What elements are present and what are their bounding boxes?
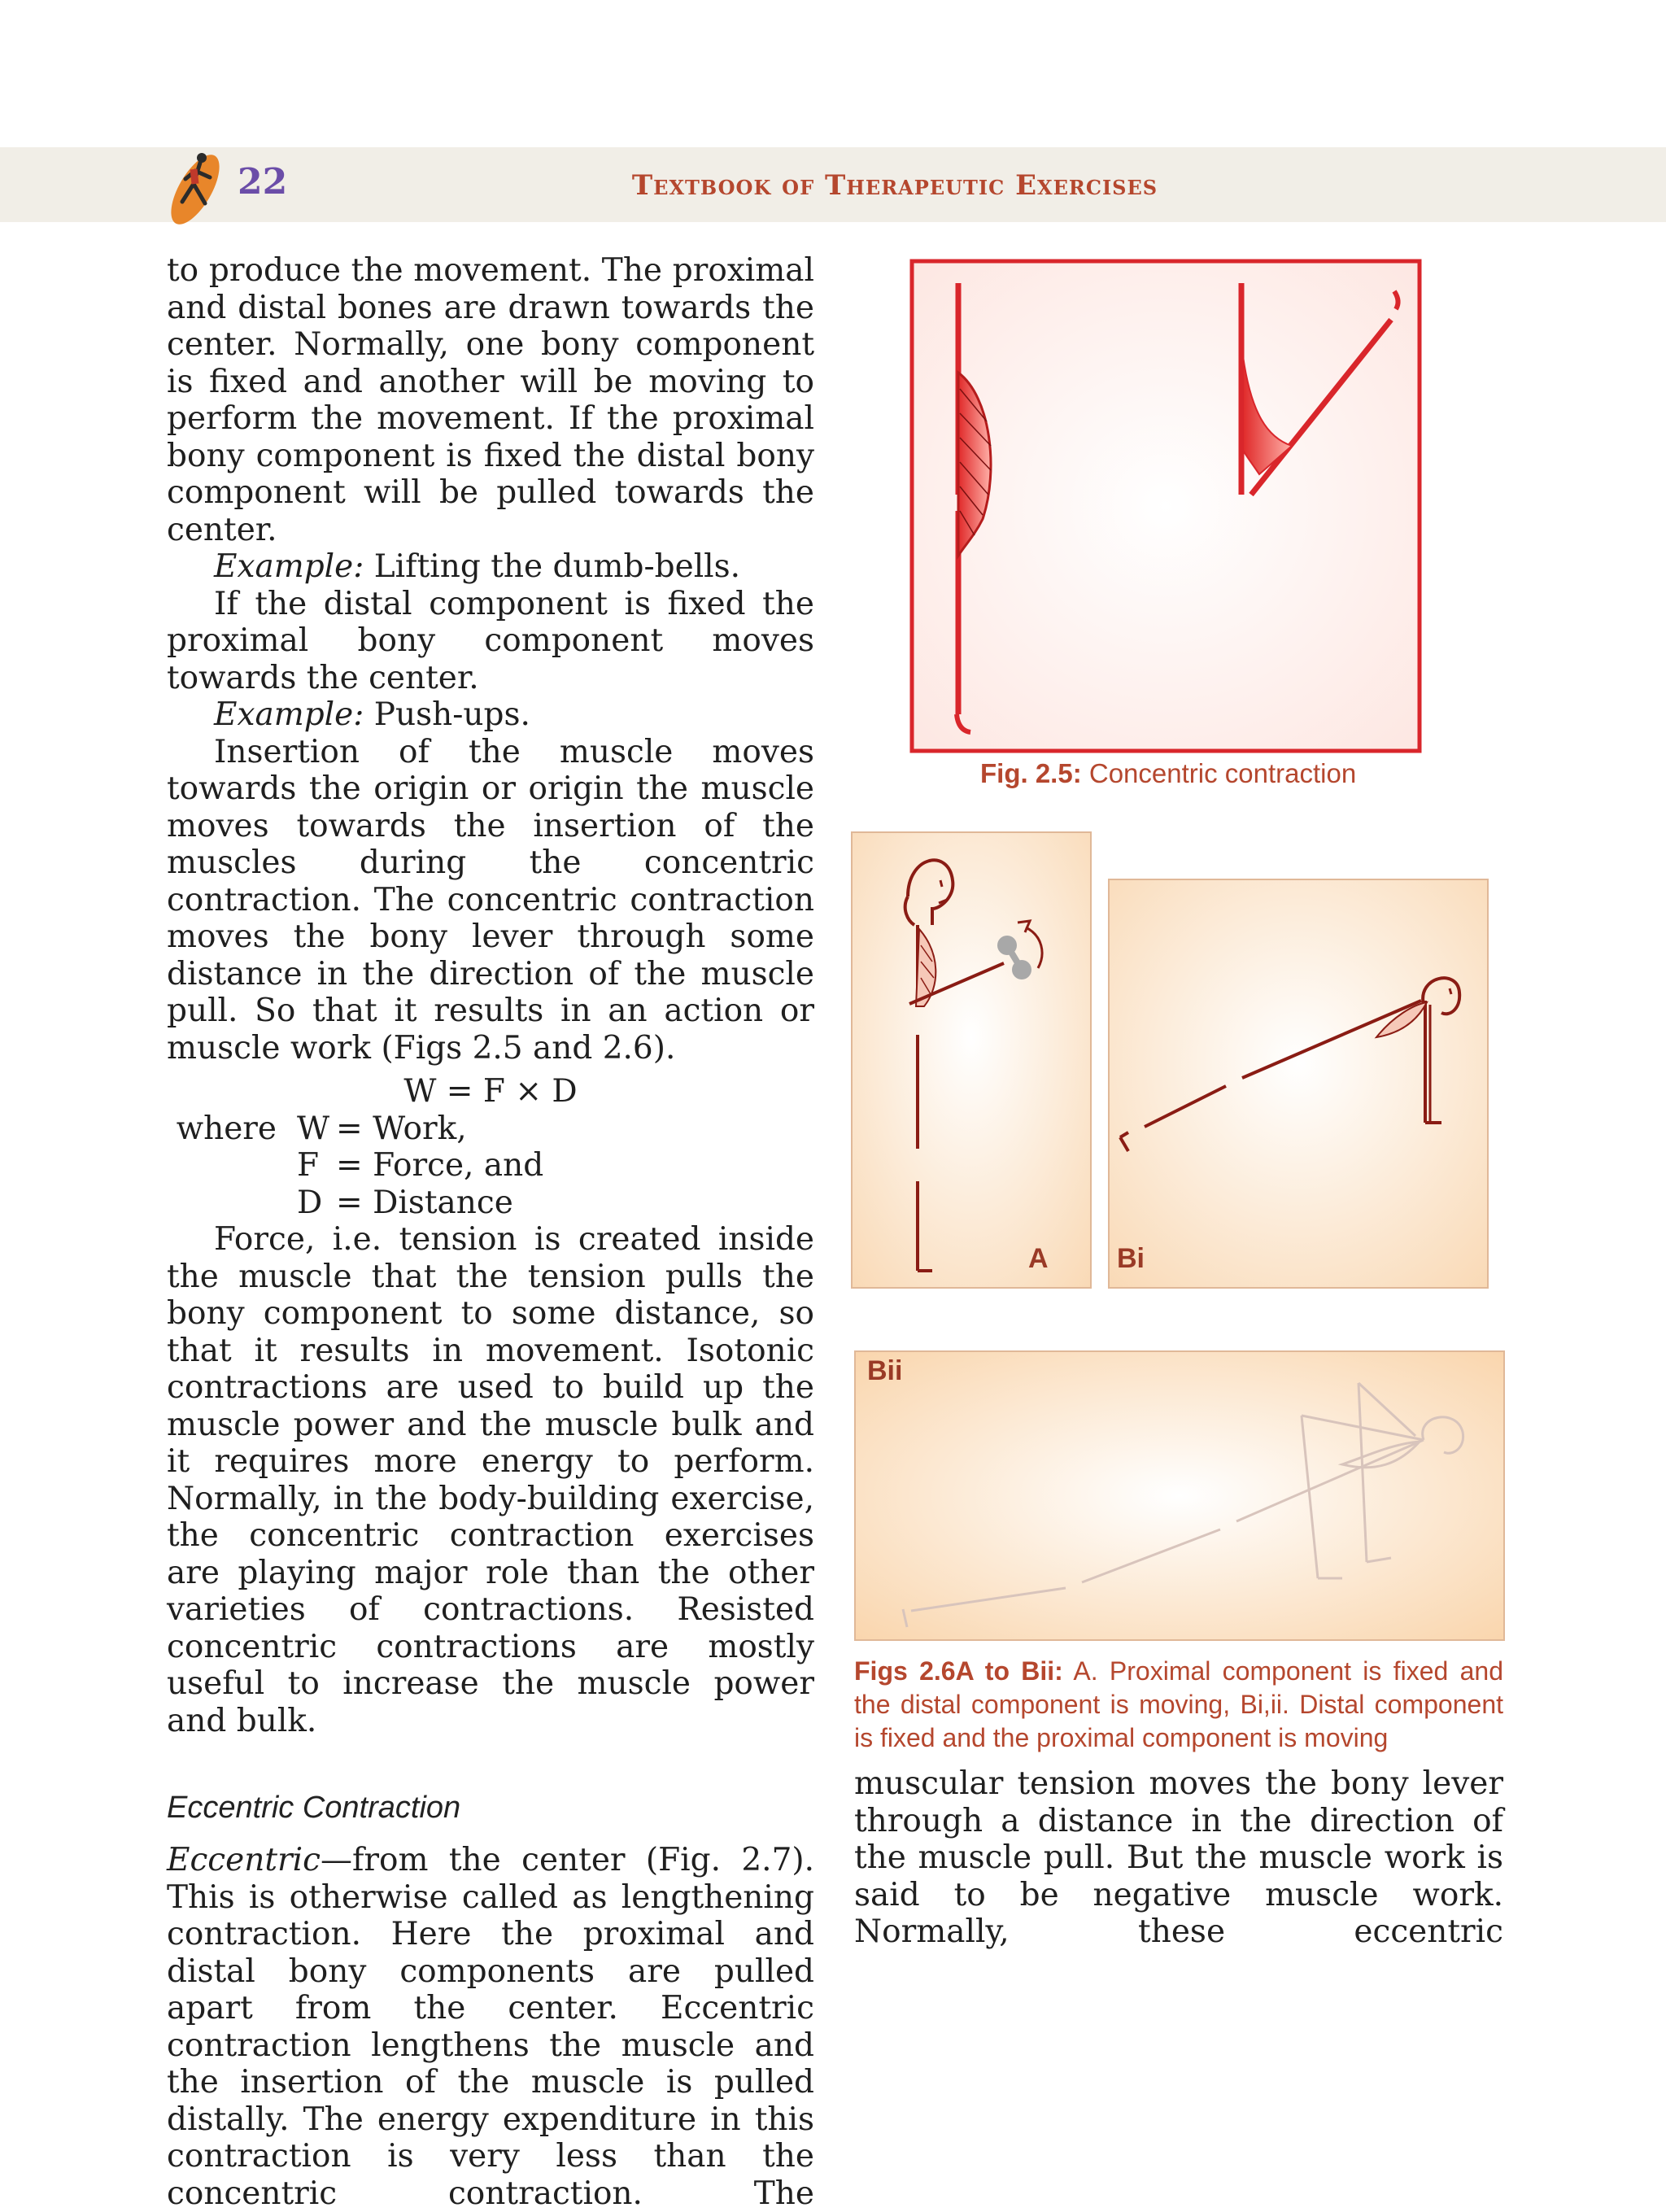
figure-2-6-panel-a [851, 831, 1092, 1289]
panel-label: A [1028, 1243, 1049, 1274]
panel-label: Bii [867, 1355, 903, 1386]
symbol: F [297, 1147, 320, 1184]
paragraph-text: —from the center (Fig. 2.7). This is otherwise called as lengthening contraction. Here the proximal and distal bony components are pulled apart from the center. Eccentric contraction lengthens the muscle and the insertion of the muscle is pulled distally. The energy expenditure in this contraction is very less than the concentric contraction. The [167, 1842, 814, 2212]
formula: W = F × D [403, 1073, 578, 1110]
symbol: W [297, 1110, 330, 1147]
figure-2-6-panel-bii [854, 1350, 1505, 1641]
figure-caption [980, 758, 1356, 789]
right-column [854, 1765, 1503, 1951]
paragraph [167, 1842, 814, 2212]
where-label: where [176, 1110, 277, 1147]
left-column [167, 252, 814, 2212]
caption-label: Figs 2.6A to Bii: [854, 1656, 1063, 1686]
paragraph: muscular tension moves the bony lever through a distance in the direction of the muscle pull. But the muscle work is said to be negative muscle work. Normally, these eccentric [854, 1765, 1503, 1950]
example-label: Example: [214, 548, 364, 585]
example-line [167, 548, 814, 586]
example-line [167, 696, 814, 734]
formula-definition [167, 1147, 814, 1185]
paragraph: If the distal component is fixed the proximal bony component moves towards the center. [167, 585, 814, 696]
symbol: D [297, 1184, 323, 1221]
example-text: Lifting the dumb-bells. [364, 548, 741, 585]
meaning: = Work, [336, 1110, 467, 1147]
caption-text: A. Proximal component is fixed and the distal component is moving, Bi,ii. Distal component is fixed and the proximal component is moving [854, 1656, 1504, 1752]
term-label: Eccentric [167, 1842, 321, 1878]
formula-definition [167, 1185, 814, 1222]
figure-caption [854, 1655, 1503, 1755]
running-head: Textbook of Therapeutic Exercises [631, 169, 1158, 202]
figure-2-5 [909, 259, 1422, 753]
formula-definition [167, 1110, 814, 1148]
paragraph: Force, i.e. tension is created inside the muscle that the tension pulls the bony component to some distance, so that it results in movement. Isotonic contractions are used to build up the muscle power and the muscle bulk and it requires more energy to perform. Normally, in the body-building exercise, the concentric contraction exercises are playing major role than the other varieties of contractions. Resisted concentric contractions are mostly useful to increase the muscle power and bulk. [167, 1221, 814, 1739]
example-label: Example: [214, 696, 364, 733]
example-text: Push-ups. [364, 696, 530, 733]
page-number: 22 [238, 161, 288, 203]
paragraph: Insertion of the muscle moves towards the origin or origin the muscle moves towards the insertion of the muscles during the concentric contraction. The concentric contraction moves the bony lever through some distance in the direction of the muscle pull. So that it results in an action or muscle work (Figs 2.5 and 2.6). [167, 733, 814, 1067]
figure-2-6-panel-bi [1108, 879, 1489, 1289]
section-heading: Eccentric Contraction [167, 1791, 461, 1825]
meaning: = Force, and [336, 1147, 544, 1184]
caption-text: Concentric contraction [1081, 758, 1357, 788]
runner-logo-icon [163, 145, 236, 226]
caption-label: Fig. 2.5: [980, 758, 1082, 788]
paragraph: to produce the movement. The proximal and distal bones are drawn towards the center. Normally, one bony component is fixed and another will be moving to perform the movement. If the proximal bony component is fixed the distal bony component will be pulled towards the center. [167, 252, 814, 548]
meaning: = Distance [336, 1184, 513, 1221]
panel-label: Bi [1117, 1243, 1145, 1274]
